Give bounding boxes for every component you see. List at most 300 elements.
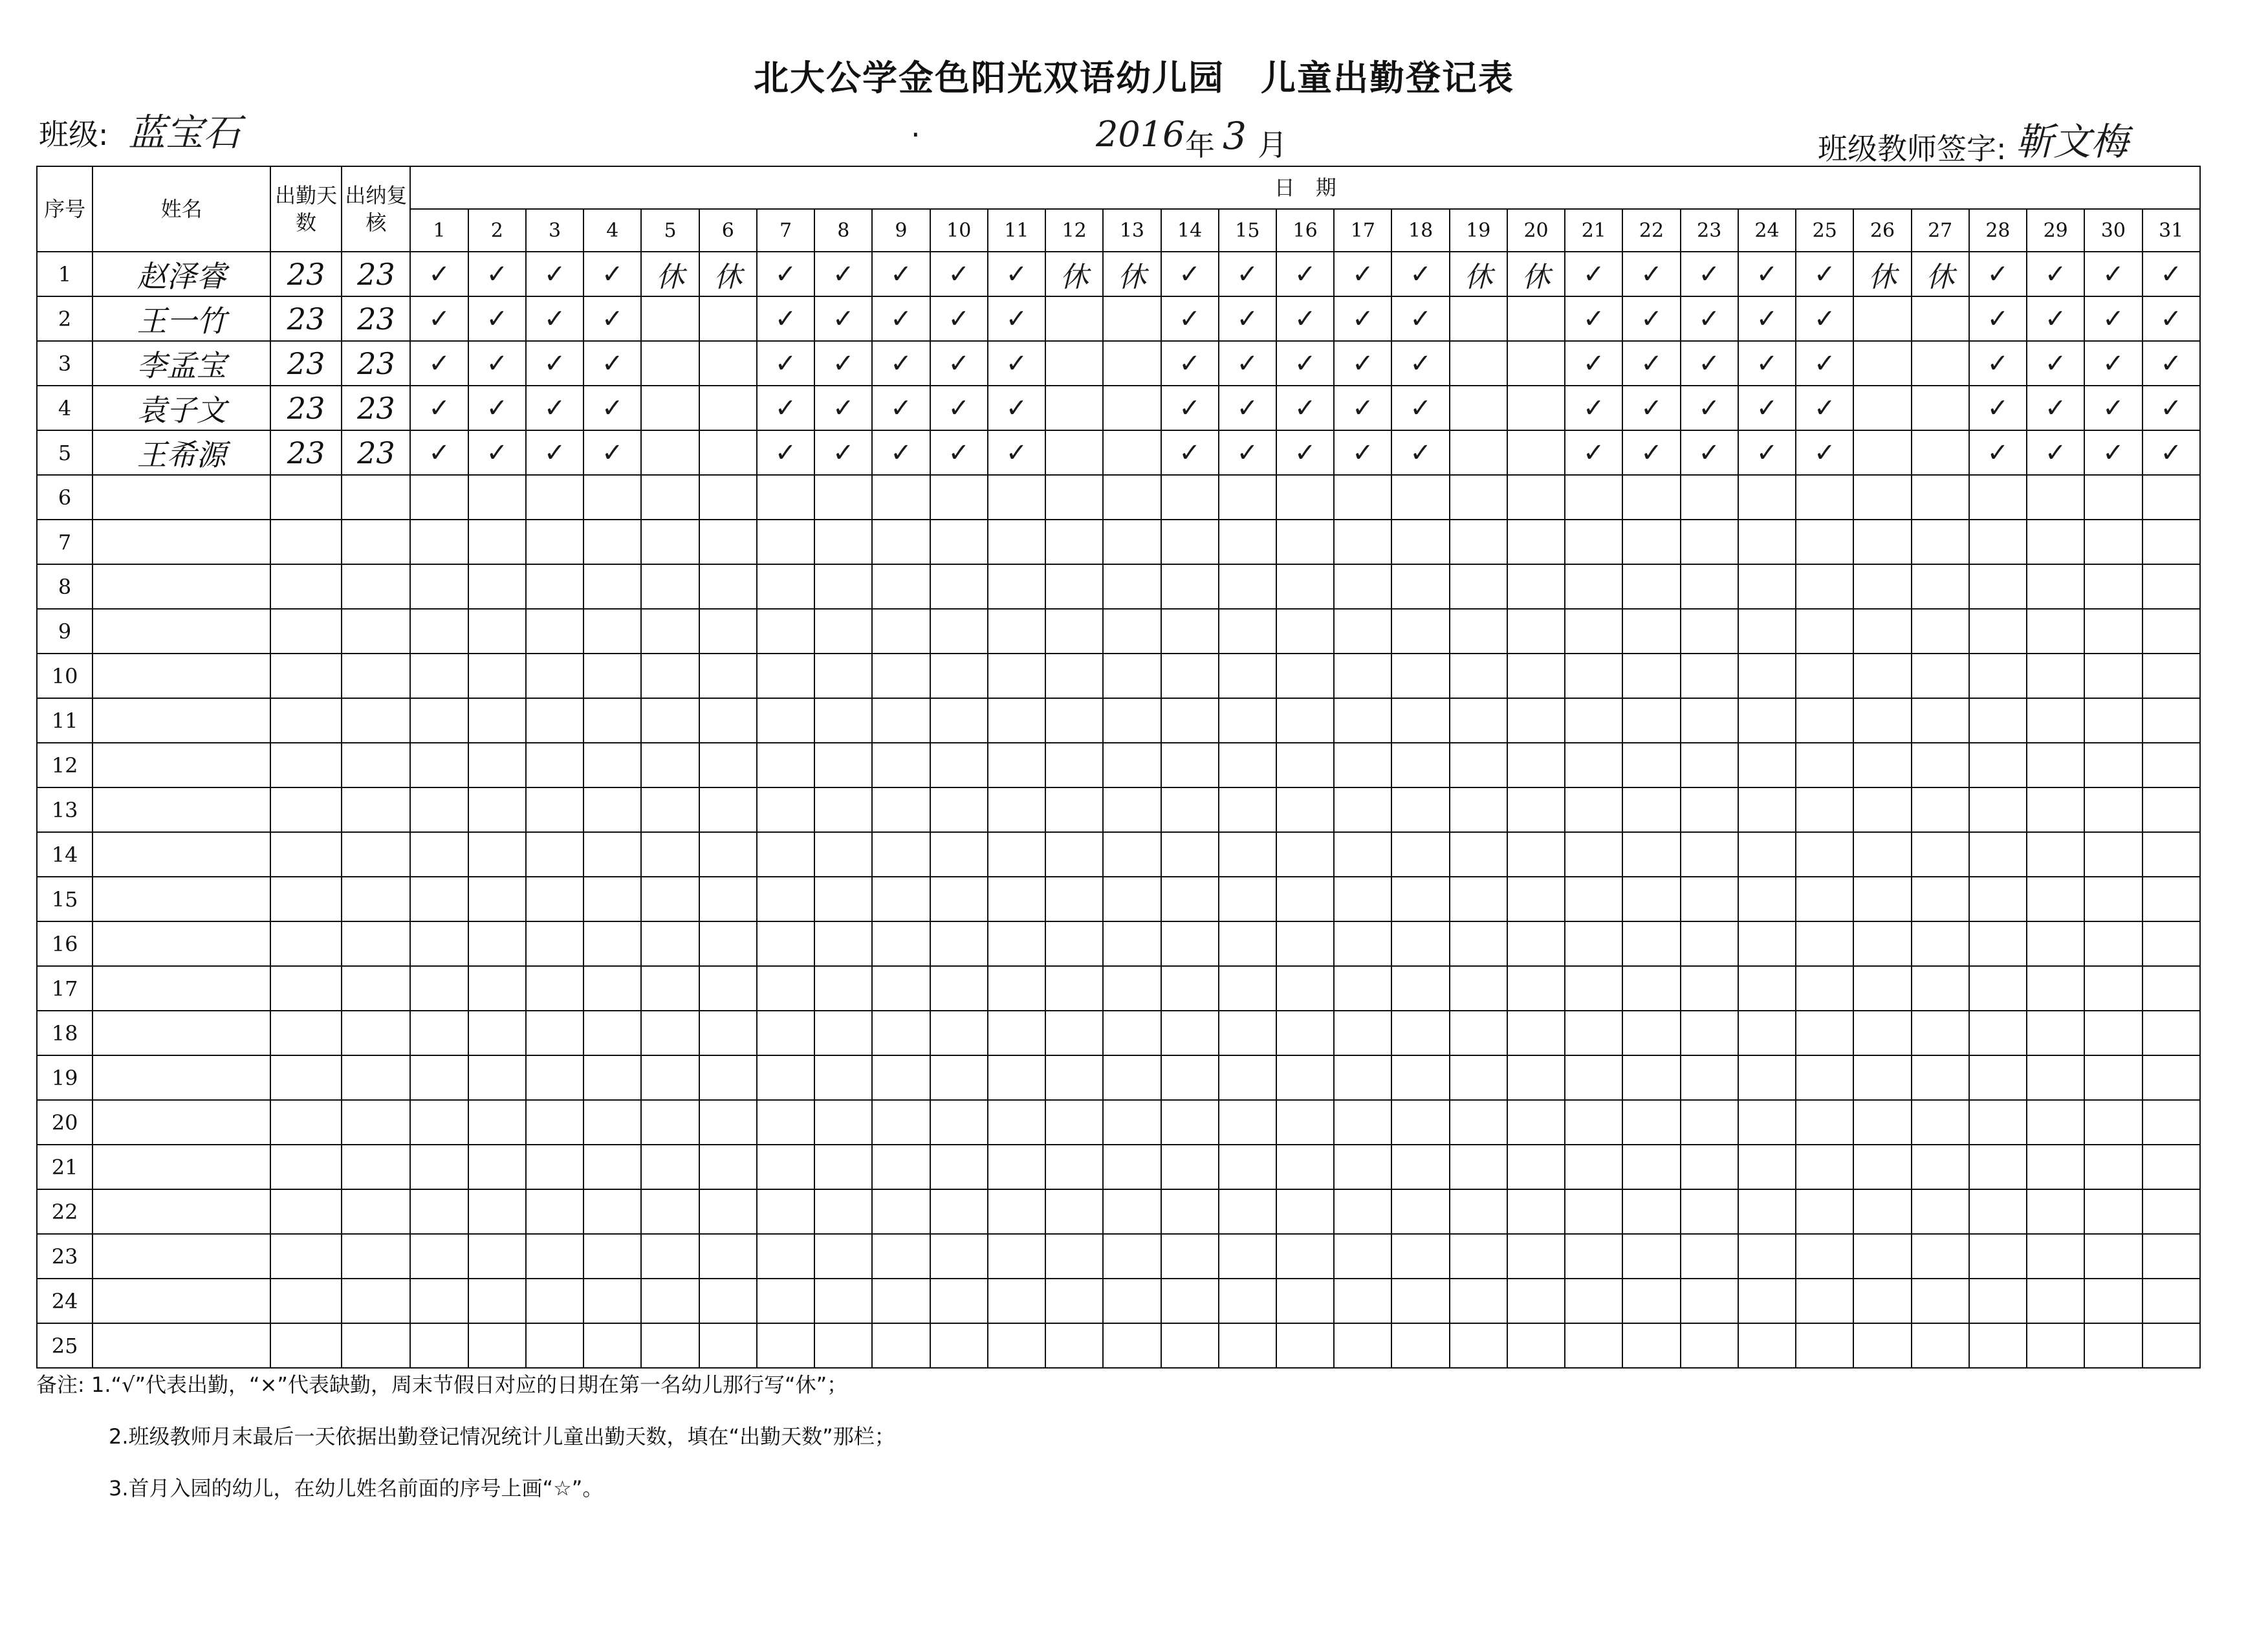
day-cell — [1219, 1279, 1276, 1323]
teacher-signature: 靳文梅 — [2016, 120, 2129, 164]
day-cell — [410, 564, 468, 609]
day-cell: ✓ — [1565, 386, 1622, 430]
day-cell — [1334, 609, 1391, 654]
day-cell — [1507, 1189, 1565, 1234]
day-cell — [2027, 698, 2084, 743]
day-cell — [1276, 921, 1334, 966]
day-cell — [1276, 1145, 1334, 1189]
day-cell: ✓ — [2027, 430, 2084, 475]
day-header: 12 — [1045, 209, 1103, 252]
day-cell: ✓ — [526, 386, 583, 430]
day-cell — [930, 743, 988, 787]
day-cell: ✓ — [988, 296, 1045, 341]
day-header: 7 — [757, 209, 814, 252]
day-cell: ✓ — [757, 430, 814, 475]
row-number: 6 — [37, 475, 93, 520]
day-cell — [1161, 1011, 1219, 1055]
day-cell — [872, 1323, 930, 1368]
day-cell — [1045, 341, 1103, 386]
day-cell — [757, 1055, 814, 1100]
day-cell: ✓ — [410, 296, 468, 341]
day-cell — [468, 1100, 526, 1145]
day-cell — [1507, 877, 1565, 921]
day-header: 28 — [1969, 209, 2027, 252]
day-cell: ✓ — [1738, 252, 1796, 296]
day-cell — [1103, 430, 1161, 475]
day-cell — [1391, 698, 1449, 743]
day-cell — [583, 877, 641, 921]
day-cell — [1103, 296, 1161, 341]
day-cell — [1853, 1145, 1911, 1189]
day-cell: ✓ — [2027, 296, 2084, 341]
day-cell — [410, 1011, 468, 1055]
day-cell — [1796, 475, 1853, 520]
day-cell — [814, 698, 872, 743]
row-number: 10 — [37, 654, 93, 698]
day-cell — [1969, 609, 2027, 654]
day-cell — [872, 877, 930, 921]
day-cell — [468, 1011, 526, 1055]
day-cell — [410, 520, 468, 564]
day-cell — [1391, 475, 1449, 520]
day-header: 17 — [1334, 209, 1391, 252]
day-cell — [526, 1189, 583, 1234]
day-cell — [1565, 1189, 1622, 1234]
day-cell — [872, 1234, 930, 1279]
day-cell — [1565, 832, 1622, 877]
day-cell — [526, 564, 583, 609]
day-cell — [1565, 1055, 1622, 1100]
day-cell — [410, 698, 468, 743]
day-cell — [468, 743, 526, 787]
child-name — [93, 520, 270, 564]
day-cell — [1853, 966, 1911, 1011]
day-cell — [1565, 877, 1622, 921]
day-cell — [1219, 1189, 1276, 1234]
day-cell — [1161, 1189, 1219, 1234]
day-cell — [1507, 1055, 1565, 1100]
day-cell — [1103, 1011, 1161, 1055]
child-name — [93, 1145, 270, 1189]
day-cell: ✓ — [930, 430, 988, 475]
day-cell: 休 — [1912, 252, 1969, 296]
day-cell — [1853, 654, 1911, 698]
day-cell: ✓ — [1796, 296, 1853, 341]
day-cell — [1681, 475, 1738, 520]
day-cell: ✓ — [757, 386, 814, 430]
day-cell — [1853, 743, 1911, 787]
day-cell — [988, 1189, 1045, 1234]
day-cell: ✓ — [1334, 252, 1391, 296]
row-number: 23 — [37, 1234, 93, 1279]
day-cell — [1507, 1011, 1565, 1055]
day-cell — [1912, 296, 1969, 341]
day-cell — [2143, 1234, 2200, 1279]
table-row — [37, 520, 2200, 564]
day-cell — [526, 1055, 583, 1100]
day-cell — [2084, 966, 2142, 1011]
day-cell: ✓ — [872, 386, 930, 430]
day-cell — [1969, 520, 2027, 564]
day-cell: ✓ — [872, 252, 930, 296]
day-cell — [1045, 1189, 1103, 1234]
child-name — [93, 743, 270, 787]
day-cell — [1276, 520, 1334, 564]
day-cell — [1219, 743, 1276, 787]
day-cell — [872, 832, 930, 877]
day-cell: ✓ — [1565, 252, 1622, 296]
day-cell — [1969, 877, 2027, 921]
day-cell — [641, 654, 699, 698]
day-cell — [1334, 654, 1391, 698]
cashier-check-value: 23 — [342, 341, 410, 386]
note-3: 3.首月入园的幼儿，在幼儿姓名前面的序号上画“☆”。 — [109, 1476, 604, 1501]
day-cell — [468, 877, 526, 921]
day-cell: ✓ — [930, 386, 988, 430]
day-cell — [1969, 1279, 2027, 1323]
day-cell — [1681, 877, 1738, 921]
day-cell — [1334, 520, 1391, 564]
day-cell — [1622, 787, 1680, 832]
day-cell — [641, 1189, 699, 1234]
day-cell — [1334, 1055, 1391, 1100]
day-cell — [641, 1279, 699, 1323]
day-cell — [1622, 1011, 1680, 1055]
day-header: 26 — [1853, 209, 1911, 252]
day-cell: ✓ — [1622, 430, 1680, 475]
day-cell — [757, 698, 814, 743]
day-cell — [410, 1100, 468, 1145]
day-cell — [1738, 832, 1796, 877]
day-cell — [1507, 1279, 1565, 1323]
day-cell: ✓ — [1796, 252, 1853, 296]
day-cell — [699, 921, 757, 966]
day-cell — [2027, 921, 2084, 966]
day-cell — [930, 1323, 988, 1368]
day-cell — [1796, 609, 1853, 654]
day-cell — [699, 296, 757, 341]
day-cell — [583, 743, 641, 787]
day-cell — [872, 921, 930, 966]
day-cell — [930, 698, 988, 743]
child-name — [93, 787, 270, 832]
day-cell — [1276, 832, 1334, 877]
day-cell — [988, 743, 1045, 787]
day-cell — [1565, 1279, 1622, 1323]
day-cell: ✓ — [2143, 386, 2200, 430]
cashier-check-value: 23 — [342, 386, 410, 430]
row-number: 20 — [37, 1100, 93, 1145]
day-cell — [699, 341, 757, 386]
attend-days-value: 23 — [270, 252, 342, 296]
day-cell — [1681, 966, 1738, 1011]
day-cell — [988, 1234, 1045, 1279]
day-cell — [1681, 654, 1738, 698]
day-cell: ✓ — [1565, 430, 1622, 475]
day-cell — [2143, 921, 2200, 966]
day-cell — [1622, 1100, 1680, 1145]
day-cell — [1565, 1100, 1622, 1145]
day-cell — [2084, 743, 2142, 787]
month-value: 3 — [1223, 114, 1247, 158]
day-cell — [1276, 564, 1334, 609]
day-cell: ✓ — [872, 341, 930, 386]
day-cell — [1103, 609, 1161, 654]
day-cell — [1045, 1323, 1103, 1368]
day-cell — [1219, 877, 1276, 921]
day-cell — [1103, 966, 1161, 1011]
day-cell — [872, 609, 930, 654]
day-cell — [1565, 1234, 1622, 1279]
day-cell: ✓ — [1219, 252, 1276, 296]
day-cell — [699, 1100, 757, 1145]
day-cell — [1450, 921, 1507, 966]
day-cell: ✓ — [1565, 341, 1622, 386]
day-cell — [1103, 1100, 1161, 1145]
row-number: 3 — [37, 341, 93, 386]
day-cell — [641, 296, 699, 341]
day-cell — [1334, 921, 1391, 966]
table-row — [37, 877, 2200, 921]
day-cell — [641, 1100, 699, 1145]
day-cell: ✓ — [410, 386, 468, 430]
day-cell — [1450, 341, 1507, 386]
day-cell — [1103, 1189, 1161, 1234]
day-cell — [699, 877, 757, 921]
day-cell — [410, 609, 468, 654]
day-cell — [1507, 698, 1565, 743]
day-cell — [872, 654, 930, 698]
day-cell — [1738, 1145, 1796, 1189]
day-cell — [1738, 1055, 1796, 1100]
day-cell — [1045, 386, 1103, 430]
day-cell — [1912, 966, 1969, 1011]
day-cell — [757, 475, 814, 520]
day-cell — [988, 609, 1045, 654]
day-cell: ✓ — [1738, 386, 1796, 430]
day-cell — [1738, 564, 1796, 609]
cashier-check-value — [342, 654, 410, 698]
day-cell — [583, 654, 641, 698]
day-cell — [1276, 966, 1334, 1011]
attend-days-value — [270, 1323, 342, 1368]
day-cell — [1045, 654, 1103, 698]
day-cell — [2084, 1234, 2142, 1279]
day-cell: ✓ — [930, 341, 988, 386]
day-cell — [1969, 787, 2027, 832]
day-cell — [1853, 386, 1911, 430]
day-cell — [1912, 743, 1969, 787]
day-cell — [699, 698, 757, 743]
day-cell — [1334, 564, 1391, 609]
attend-days-value — [270, 1234, 342, 1279]
day-cell — [757, 1189, 814, 1234]
day-cell — [2084, 1055, 2142, 1100]
day-cell: ✓ — [1796, 341, 1853, 386]
day-header: 31 — [2143, 209, 2200, 252]
day-cell — [1391, 1234, 1449, 1279]
day-cell — [1507, 966, 1565, 1011]
day-cell: ✓ — [2084, 341, 2142, 386]
day-cell: ✓ — [988, 386, 1045, 430]
day-cell — [872, 1055, 930, 1100]
day-cell — [757, 743, 814, 787]
cashier-check-value — [342, 1234, 410, 1279]
day-cell — [814, 877, 872, 921]
day-cell — [1507, 296, 1565, 341]
day-cell — [1912, 832, 1969, 877]
day-cell — [526, 698, 583, 743]
day-cell — [641, 832, 699, 877]
attend-days-value — [270, 1011, 342, 1055]
child-name — [93, 654, 270, 698]
cashier-check-value — [342, 1145, 410, 1189]
cashier-check-value — [342, 1055, 410, 1100]
attend-days-value: 23 — [270, 430, 342, 475]
day-cell — [814, 520, 872, 564]
attend-days-value — [270, 1100, 342, 1145]
day-cell — [988, 832, 1045, 877]
day-cell — [1969, 1011, 2027, 1055]
day-cell — [1219, 520, 1276, 564]
day-cell — [583, 1279, 641, 1323]
day-cell — [1912, 1323, 1969, 1368]
day-cell — [988, 698, 1045, 743]
cashier-check-value — [342, 609, 410, 654]
day-cell — [1853, 1055, 1911, 1100]
day-cell — [1334, 877, 1391, 921]
day-cell — [930, 1145, 988, 1189]
attend-days-value — [270, 1189, 342, 1234]
day-cell — [1622, 743, 1680, 787]
day-cell — [468, 921, 526, 966]
day-cell — [814, 921, 872, 966]
teacher-label: 班级教师签字: — [1818, 131, 2007, 166]
day-cell — [1103, 877, 1161, 921]
day-header: 21 — [1565, 209, 1622, 252]
table-row — [37, 921, 2200, 966]
day-cell — [1219, 1055, 1276, 1100]
day-cell — [872, 564, 930, 609]
day-cell: ✓ — [2084, 252, 2142, 296]
day-cell — [1622, 564, 1680, 609]
day-cell — [699, 1011, 757, 1055]
day-cell — [1450, 743, 1507, 787]
child-name — [93, 921, 270, 966]
day-cell — [641, 743, 699, 787]
day-cell — [2027, 787, 2084, 832]
day-cell — [872, 1100, 930, 1145]
day-cell — [1045, 787, 1103, 832]
day-cell — [641, 475, 699, 520]
day-cell: ✓ — [1219, 386, 1276, 430]
cashier-check-value — [342, 1100, 410, 1145]
day-header: 8 — [814, 209, 872, 252]
child-name: 袁子文 — [93, 386, 270, 430]
day-cell — [699, 1234, 757, 1279]
day-cell — [2143, 1145, 2200, 1189]
day-cell — [410, 787, 468, 832]
day-cell — [583, 966, 641, 1011]
day-header: 6 — [699, 209, 757, 252]
day-cell — [526, 1100, 583, 1145]
day-cell — [1912, 609, 1969, 654]
day-cell — [1681, 1011, 1738, 1055]
day-cell — [1045, 743, 1103, 787]
day-header: 3 — [526, 209, 583, 252]
day-header: 27 — [1912, 209, 1969, 252]
day-cell — [641, 341, 699, 386]
day-cell — [1507, 475, 1565, 520]
day-cell — [1853, 1100, 1911, 1145]
row-number: 17 — [37, 966, 93, 1011]
day-cell — [1045, 1234, 1103, 1279]
day-cell — [872, 475, 930, 520]
child-name — [93, 564, 270, 609]
day-cell — [1045, 832, 1103, 877]
day-cell: ✓ — [2084, 296, 2142, 341]
attend-days-value — [270, 520, 342, 564]
day-cell — [641, 1055, 699, 1100]
day-cell — [1796, 1323, 1853, 1368]
day-cell: ✓ — [2027, 341, 2084, 386]
day-cell — [583, 787, 641, 832]
day-cell — [2143, 520, 2200, 564]
day-cell — [1969, 1145, 2027, 1189]
table-row — [37, 698, 2200, 743]
day-cell — [1796, 877, 1853, 921]
day-cell — [1738, 654, 1796, 698]
day-cell — [872, 698, 930, 743]
cashier-check-value — [342, 698, 410, 743]
row-number: 12 — [37, 743, 93, 787]
day-cell: ✓ — [468, 341, 526, 386]
day-cell: ✓ — [410, 252, 468, 296]
day-cell — [2143, 877, 2200, 921]
day-cell: ✓ — [988, 341, 1045, 386]
day-cell — [1219, 787, 1276, 832]
day-cell — [410, 475, 468, 520]
day-cell — [1969, 832, 2027, 877]
day-cell — [1853, 1279, 1911, 1323]
day-cell — [1276, 609, 1334, 654]
day-cell — [814, 1279, 872, 1323]
day-header: 1 — [410, 209, 468, 252]
day-cell — [583, 520, 641, 564]
day-cell — [1853, 609, 1911, 654]
day-cell — [2084, 698, 2142, 743]
day-cell — [1450, 698, 1507, 743]
day-cell — [1853, 475, 1911, 520]
day-cell — [526, 832, 583, 877]
class-value: 蓝宝石 — [128, 111, 241, 155]
day-cell — [2027, 654, 2084, 698]
day-cell — [1391, 1011, 1449, 1055]
day-header: 11 — [988, 209, 1045, 252]
day-cell — [757, 877, 814, 921]
child-name: 王希源 — [93, 430, 270, 475]
day-cell — [468, 966, 526, 1011]
day-cell — [814, 743, 872, 787]
day-cell: ✓ — [1681, 296, 1738, 341]
day-cell — [699, 966, 757, 1011]
day-cell — [988, 1100, 1045, 1145]
day-cell — [1622, 475, 1680, 520]
cashier-check-value — [342, 921, 410, 966]
day-cell — [757, 1234, 814, 1279]
day-cell: ✓ — [1161, 341, 1219, 386]
day-cell — [814, 1145, 872, 1189]
